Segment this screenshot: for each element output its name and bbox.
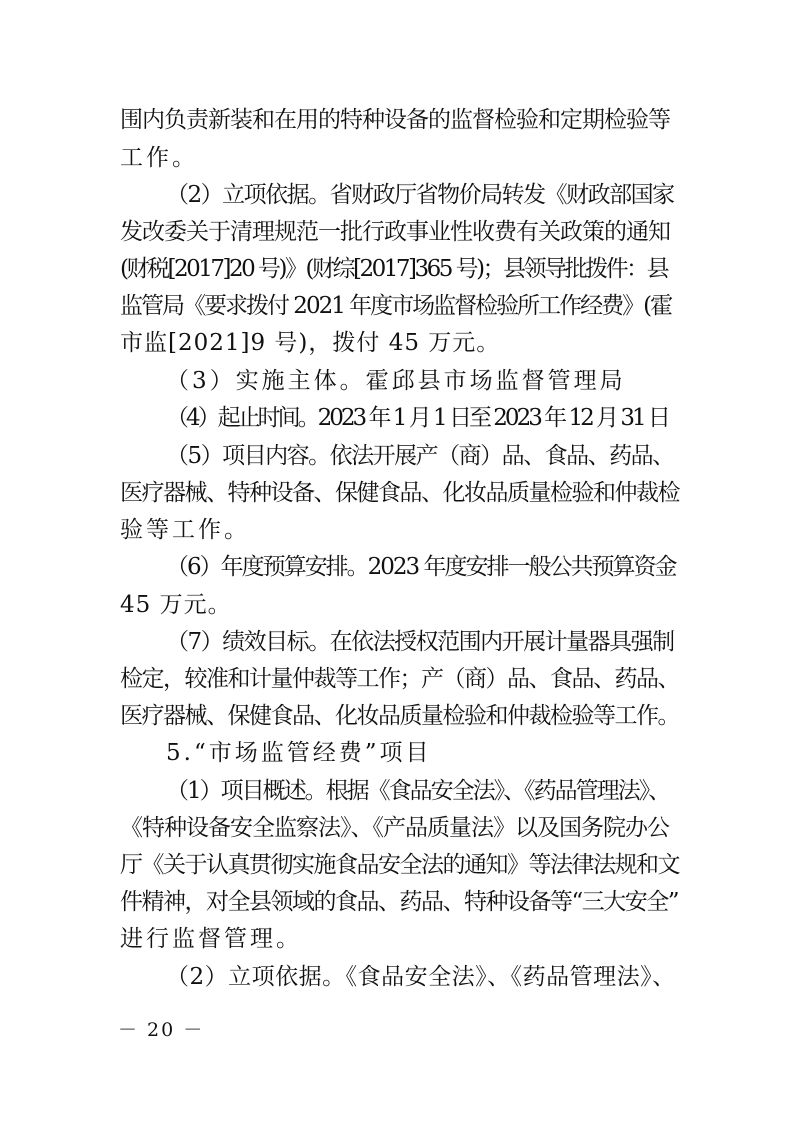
text-line-9: （4）起止时间。2023 年 1 月 1 日至 2023 年 12 月 31 日 (166, 405, 668, 431)
text-line-16: 检定，较准和计量仲裁等工作；产（商）品、食品、药品、 (120, 666, 679, 692)
page-number: － 20 － (118, 1019, 205, 1041)
text-line-23: 进行监督管理。 (120, 926, 302, 952)
text-line-20: 《特种设备安全监察法》、《产品质量法》以及国务院办公 (120, 815, 669, 841)
text-line-3: （2）立项依据。省财政厅省物价局转发《财政部国家 (166, 182, 674, 208)
text-line-6: 监管局《要求拨付 2021 年度市场监督检验所工作经费》(霍 (120, 293, 672, 319)
text-line-12: 验等工作。 (120, 517, 250, 543)
text-line-15: （7）绩效目标。在依法授权范围内开展计量器具强制 (166, 629, 674, 655)
text-line-8: （3）实施主体。霍邱县市场监督管理局 (166, 368, 626, 394)
text-line-4: 发改委关于清理规范一批行政事业性收费有关政策的通知 (120, 219, 670, 245)
text-line-5: (财税[2017]20 号)》(财综[2017]365 号)；县领导批拨件：县 (120, 256, 668, 282)
text-line-10: （5）项目内容。依法开展产（商）品、食品、药品、 (166, 443, 674, 469)
text-line-14: 45 万元。 (120, 592, 232, 618)
text-line-1: 围内负责新装和在用的特种设备的监督检验和定期检验等 (120, 107, 670, 133)
text-line-17: 医疗器械、保健食品、化妆品质量检验和仲裁检验等工作。 (120, 703, 679, 729)
text-line-7: 市监[2021]9 号)，拨付 45 万元。 (120, 330, 501, 356)
text-line-19: （1）项目概述。根据《食品安全法》、《药品管理法》、 (166, 778, 670, 804)
text-line-11: 医疗器械、特种设备、保健食品、化妆品质量检验和仲裁检 (120, 480, 679, 506)
text-line-21: 厅《关于认真贯彻实施食品安全法的通知》等法律法规和文 (120, 852, 679, 878)
text-line-13: （6）年度预算安排。2023 年度安排一般公共预算资金 (166, 554, 676, 580)
text-line-2: 工作。 (120, 145, 198, 171)
section-heading: 5.“市场监管经费”项目 (166, 740, 432, 766)
text-line-22: 件精神，对全县领域的食品、药品、特种设备等“三大安全” (120, 889, 679, 915)
text-line-24: （2）立项依据。《食品安全法》、《药品管理法》、 (166, 964, 676, 990)
